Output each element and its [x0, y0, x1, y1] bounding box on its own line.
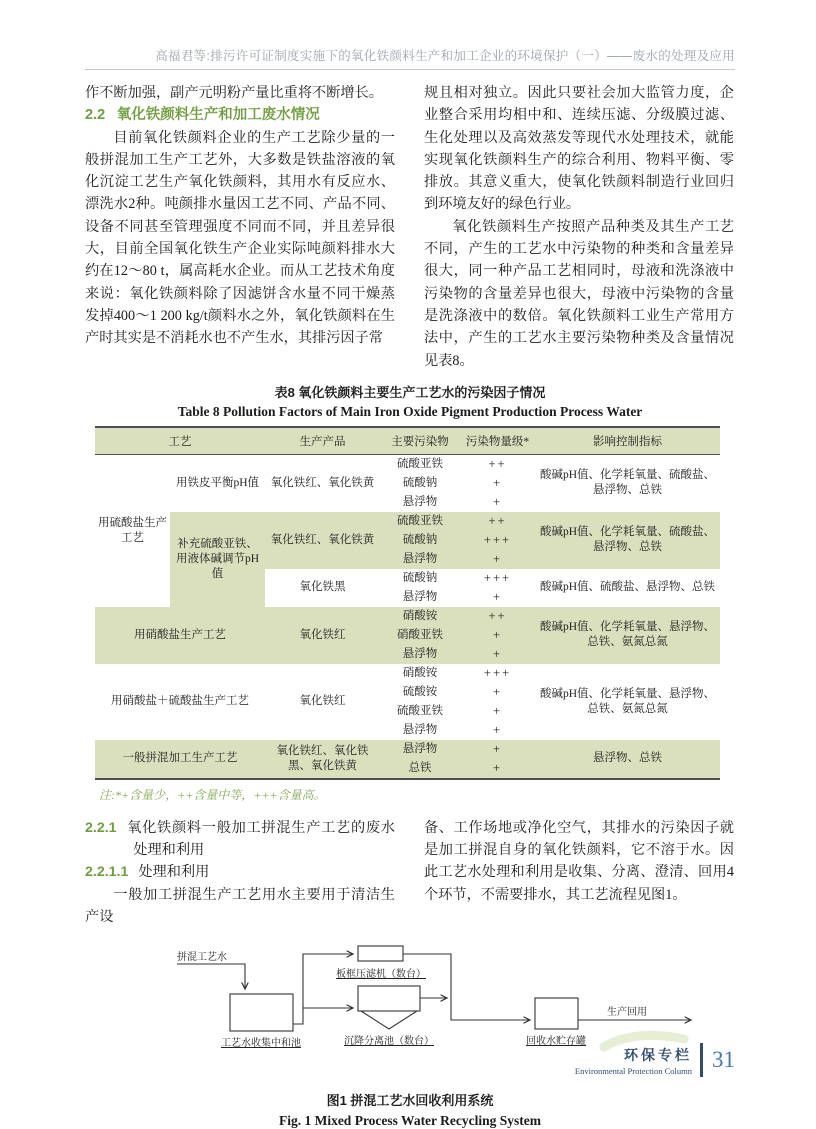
running-title: 高福君等:排污许可证制度实施下的氧化铁颜料生产和加工企业的环境保护（一）——废水的处理及应用 — [155, 49, 735, 63]
flow-funnel-shape — [361, 1011, 417, 1029]
table-cell: + — [492, 476, 503, 491]
table-cell: 硝酸亚铁 — [380, 626, 460, 645]
paragraph: 作不断加强，副产元明粉产量比重将不断增长。 — [85, 85, 383, 101]
section-title: 处理和利用 — [138, 864, 210, 881]
left-column — [85, 817, 395, 928]
table-cell: 氧化铁红、氧化铁黄 — [270, 476, 375, 489]
table-cell: 一般拼混加工生产工艺 — [95, 740, 265, 779]
footer-decoration — [599, 1027, 689, 1053]
table-cell: 酸碱pH值、化学耗氧量、硫酸盐、悬浮物、总铁 — [535, 512, 720, 569]
table-cell: + — [492, 685, 503, 700]
left-column — [85, 82, 395, 372]
section-heading-2-2-1-1 — [85, 861, 395, 883]
table-row — [95, 607, 720, 626]
section-number: 2.2.1.1 — [85, 864, 129, 881]
table-cell: 悬浮物 — [380, 740, 460, 759]
table-body — [95, 454, 720, 779]
table-cell: 硝酸铵 — [402, 666, 438, 679]
table-cell: 酸碱pH值、化学耗氧量、悬浮物、总铁、氨氮总氮 — [535, 607, 720, 664]
table-cell: ++ — [460, 607, 535, 626]
table-cell: 硫酸铵 — [402, 685, 438, 698]
table-cell: 悬浮物 — [402, 495, 438, 508]
table-cell: 硫酸钠 — [402, 571, 438, 584]
flow-box-storage-tank — [535, 998, 578, 1029]
table-header-cell: 主要污染物 — [380, 427, 460, 455]
section-number: 2.2.1 — [85, 819, 117, 836]
flow-label-filter-press: 板框压滤机（数台） — [336, 969, 426, 981]
table-cell: 用铁皮平衡pH值 — [175, 476, 260, 489]
flow-box-settling-tank — [358, 986, 420, 1011]
table-cell: 用硝酸盐＋硫酸盐生产工艺 — [111, 695, 249, 708]
flow-box-collection-pool — [230, 994, 293, 1031]
table-cell: 氧化铁红、氧化铁黄 — [265, 512, 380, 569]
table-cell: 氧化铁红 — [299, 695, 346, 708]
paragraph: 一般加工拼混生产工艺用水主要用于清洁生产设 — [85, 886, 395, 926]
table-cell: 用硝酸盐生产工艺 — [95, 607, 265, 664]
table-header-cell: 污染物量级* — [460, 427, 535, 455]
section-heading-2-2-1 — [85, 817, 395, 862]
footer-column-en: Environmental Protection Column — [574, 1065, 692, 1076]
table-row — [95, 740, 720, 759]
table-cell: +++ — [483, 666, 512, 681]
table-cell: + — [492, 590, 503, 605]
page-number: 31 — [712, 1047, 735, 1072]
table-cell: 硫酸亚铁 — [397, 457, 443, 470]
figure-caption-en: Fig. 1 Mixed Process Water Recycling System — [278, 1113, 542, 1129]
table-cell: + — [460, 645, 535, 664]
table-cell: 硫酸钠 — [402, 476, 438, 489]
table-cell: 氧化铁红、氧化铁黑、氧化铁黄 — [265, 740, 380, 779]
table-cell: 酸碱pH值、化学耗氧量、悬浮物、总铁、氨氮总氮 — [539, 687, 716, 715]
table-cell: + — [492, 704, 503, 719]
table-cell: 悬浮物 — [380, 550, 460, 569]
table-cell: 氧化铁红 — [265, 607, 380, 664]
text-columns-bottom — [85, 817, 735, 928]
table-row — [95, 664, 720, 683]
table-cell: 硫酸亚铁 — [380, 512, 460, 531]
table-cell: + — [460, 550, 535, 569]
table-cell: +++ — [460, 531, 535, 550]
table-cell: 氧化铁黑 — [299, 581, 346, 594]
flow-connector — [403, 954, 530, 1020]
text-columns-top — [85, 82, 735, 372]
right-column — [424, 82, 734, 372]
header-rule — [85, 69, 735, 70]
flow-label-collection-pool: 工艺水收集中和池 — [221, 1038, 301, 1050]
table-row — [95, 454, 720, 474]
table-cell: 补充硫酸亚铁、用液体碱调节pH值 — [170, 512, 265, 607]
paragraph: 备、工作场地或净化空气，其排水的污染因子就是加工拼混自身的氧化铁颜料，它不溶于水。因此工艺水处理和利用是收集、分离、澄清、回用4个环节，不需要排水，其工艺流程见图1。 — [424, 819, 734, 903]
table-cell: 用硫酸盐生产工艺 — [98, 516, 167, 544]
right-column — [424, 817, 734, 928]
section-title: 氧化铁颜料一般加工拼混生产工艺的废水处理和利用 — [126, 819, 395, 859]
page-footer — [575, 1043, 735, 1077]
flow-connector — [177, 964, 245, 989]
table-cell: 硫酸钠 — [380, 531, 460, 550]
table-cell: +++ — [483, 571, 512, 586]
footer-column-zh: 环保专栏 — [624, 1046, 692, 1063]
paragraph: 规且相对独立。因此只要社会加大监管力度，企业整合采用均相中和、连续压滤、分级膜过滤、生化处理以及高效蒸发等现代水处理技术，就能实现氧化铁颜料生产的综合利用、物料平衡、零排放。其意义重大，使氧化铁颜料制造行业回归到环境友好的绿色行业。 — [424, 85, 734, 213]
table-section — [85, 382, 735, 803]
table-caption-en: Table 8 Pollution Factors of Main Iron Oxide Pigment Production Process Water — [177, 403, 643, 419]
flow-label-storage-tank: 回收水贮存罐 — [526, 1036, 586, 1048]
table-cell: 硝酸铵 — [380, 607, 460, 626]
table-cell: + — [460, 740, 535, 759]
flow-label-input: 拼混工艺水 — [177, 952, 227, 964]
table-cell: 酸碱pH值、硫酸盐、悬浮物、总铁 — [539, 581, 716, 594]
table-header — [95, 427, 720, 455]
table-note: 注:*+含量少，++含量中等，+++含量高。 — [99, 787, 326, 802]
table-cell: 悬浮物 — [402, 723, 438, 736]
table-cell: ++ — [460, 512, 535, 531]
flow-label-output: 生产回用 — [607, 1007, 647, 1019]
table-cell: 悬浮物 — [380, 645, 460, 664]
pollution-table — [95, 426, 720, 780]
footer-divider-bar — [700, 1043, 703, 1077]
table-row — [95, 512, 720, 531]
flow-box-filter-press — [358, 946, 403, 961]
table-cell: + — [492, 495, 503, 510]
table-header-cell: 生产产品 — [265, 427, 380, 455]
table-cell: 酸碱pH值、化学耗氧量、硫酸盐、悬浮物、总铁 — [539, 469, 716, 497]
flow-label-settling-tank: 沉降分离池（数台） — [344, 1036, 434, 1048]
table-cell: + — [492, 723, 503, 738]
section-number: 2.2 — [85, 107, 106, 124]
section-heading-2-2 — [85, 104, 395, 126]
table-cell: 硫酸亚铁 — [397, 704, 443, 717]
table-cell: ++ — [488, 457, 507, 472]
table-cell: 悬浮物 — [402, 590, 438, 603]
table-cell: 总铁 — [380, 759, 460, 779]
table-cell: + — [460, 759, 535, 779]
table-header-cell: 影响控制指标 — [535, 427, 720, 455]
table-header-cell: 工艺 — [95, 427, 265, 455]
table-cell: 悬浮物、总铁 — [535, 740, 720, 779]
table-cell: + — [460, 626, 535, 645]
table-caption-zh: 表8 氧化铁颜料主要生产工艺水的污染因子情况 — [274, 384, 546, 400]
paragraph: 目前氧化铁颜料企业的生产工艺除少量的一般拼混加工生产工艺外，大多数是铁盐溶液的氧化沉淀工艺生产氧化铁颜料，其用水有反应水、漂洗水2种。吨颜排水量因工艺不同、产品不同、设备不同甚至管理强度不同而不同，并且差异很大，目前全国氧化铁生产企业实际吨颜料排水大约在12～80 t，属高耗水企业。而从工艺技术角度来说：氧化铁颜料除了因滤饼含水量不同干燥蒸发掉400～1 200 kg/t颜料水之外，氧化铁颜料在生产时其实是不消耗水也不产生水，其排污因子常 — [85, 129, 395, 347]
flow-connector — [293, 954, 353, 1024]
figure-caption-zh: 图1 拼混工艺水回收利用系统 — [326, 1093, 494, 1109]
paragraph: 氧化铁颜料生产按照产品种类及其生产工艺不同，产生的工艺水中污染物的种类和含量差异很大，同一种产品工艺相同时，母液和洗涤液中污染物的含量差异也很大，母液中污染物的含量是洗涤液中的数倍。氧化铁颜料工业生产常用方法中，产生的工艺水主要污染物种类及含量情况见表8。 — [424, 218, 734, 369]
section-title: 氧化铁颜料生产和加工废水情况 — [116, 107, 320, 124]
table-header-row — [95, 427, 720, 455]
